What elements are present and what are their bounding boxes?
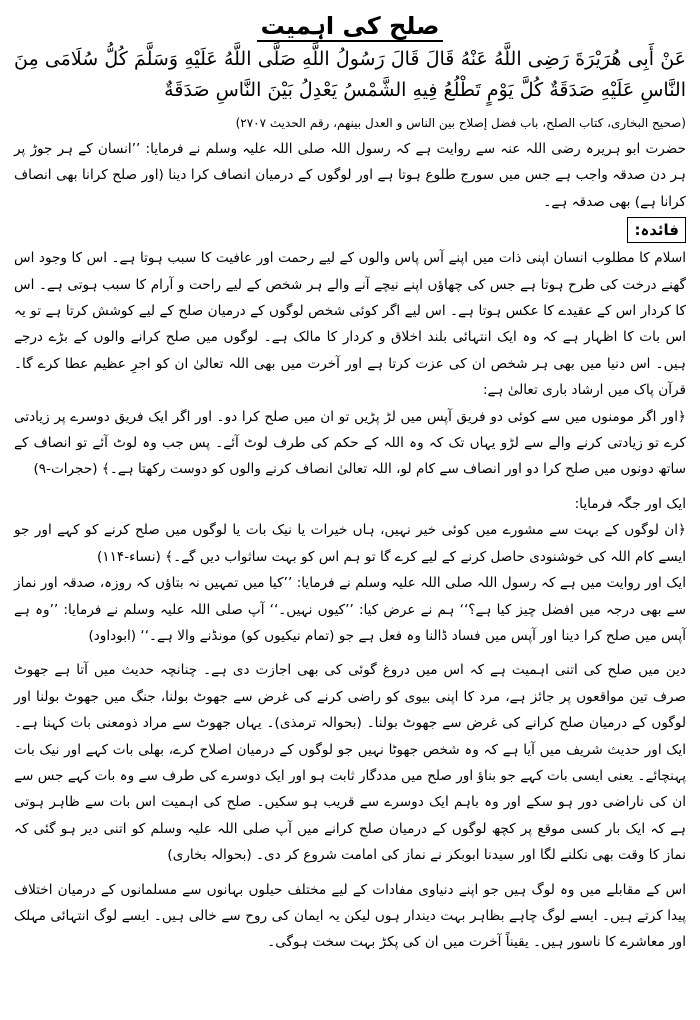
paragraph-another-place: ایک اور جگہ فرمایا: xyxy=(574,495,686,512)
paragraph-quran-nisa: ﴿ان لوگوں کے بہت سے مشورے میں کوئی خیر نہیں، ہاں خیرات یا نیک بات یا لوگوں میں صلح کرنے کو کہے اور جو ایسے کام اللہ کی خوشنودی حاصل کرنے کے لیے کرے گا تو ہم اس کو بہت ساثواب دیں گے۔﴾ (نساء-۱۱۴) xyxy=(14,522,686,565)
spacer xyxy=(14,649,686,657)
spacer xyxy=(14,483,686,491)
paragraph-hadith-abudawud: ایک اور روایت میں ہے کہ رسول اللہ صلی اللہ علیہ وسلم نے فرمایا: ’’کیا میں تمہیں نہ بتاؤں کہ روزہ، صدقہ اور نماز سے بھی درجہ میں افضل چیز کیا ہے؟‘‘ ہم نے عرض کیا: ’’کیوں نہیں۔‘‘ آپ صلی اللہ علیہ وسلم نے فرمایا: ’’وہ ہے آپس میں صلح کرا دینا اور آپس میں فساد ڈالنا وہ فعل ہے جو (تمام نیکیوں کو) مونڈنے والا ہے۔‘‘ (ابوداود) xyxy=(14,575,686,644)
hadith-reference: (صحیح البخاری، کتاب الصلح، باب فضل إصلاح بین الناس و العدل بینھم، رقم الحدیث ۲۷۰۷) xyxy=(235,116,686,130)
hadith-arabic-text: عَنْ أَبِی هُرَیْرَةَ رَضِی اللَّهُ عَنْهُ قَالَ قَالَ رَسُولُ اللَّهِ صَلَّى اللَّهُ عَلَیْهِ وَسَلَّمَ كُلُّ سُلَامَى مِنَ النَّاسِ عَلَیْهِ صَدَقَةٌ كُلَّ یَوْمٍ تَطْلُعُ فِیهِ الشَّمْسُ یَعْدِلُ بَیْنَ النَّاسِ صَدَقَةٌ xyxy=(14,48,686,101)
page-title-text: صلح کی اہمیت xyxy=(257,12,444,42)
paragraph-quran-hujurat: ﴿اور اگر مومنوں میں سے کوئی دو فریق آپس میں لڑ پڑیں تو ان میں صلح کرا دو۔ اور اگر ایک فریق دوسرے پر زیادتی کرے تو زیادتی کرنے والے سے لڑو یہاں تک کہ وہ اللہ کے حکم کی طرف لوٹ آئے۔ پس جب وہ لوٹ آئے تو انصاف کے ساتھ دونوں میں صلح کرا دو اور انصاف سے کام لو، اللہ تعالیٰ انصاف کرنے والوں کو دوست رکھتا ہے۔﴾ (حجرات-۹) xyxy=(14,408,686,478)
paragraph-conclusion: اس کے مقابلے میں وہ لوگ ہیں جو اپنے دنیاوی مفادات کے لیے مختلف حیلوں بہانوں سے مسلمانوں کے درمیان اختلاف پیدا کرتے ہیں۔ ایسے لوگ چاہے بظاہر بہت دیندار ہوں لیکن یہ ایمان کی روح سے خالی ہیں۔ ایسے لوگ انتہائی مہلک اور معاشرے کا ناسور ہیں۔ یقیناً آخرت میں ان کی پکڑ بہت سخت ہوگی۔ xyxy=(14,881,686,951)
page-title xyxy=(14,10,686,44)
paragraph-intro: اسلام کا مطلوب انسان اپنی ذات میں اپنے آس پاس والوں کے لیے رحمت اور عافیت کا سبب ہوتا ہے۔ اس کا وجود اس گھنے درخت کی طرح ہوتا ہے جس کی چھاؤں اپنے نیچے آنے والے ہر شخص کے لیے راحت و آرام کا سبب ہوتی ہے۔ اس کا کردار اس کے عقیدے کا عکس ہوتا ہے۔ اس لیے اگر کوئی شخص لوگوں کے درمیان صلح کے لیے کوشش کرتا ہے تو یہ اس بات کا اظہار ہے کہ وہ ایک انتہائی بلند اخلاق و کردار کا مالک ہے۔ لوگوں میں صلح کرانے والوں کے بڑے درجے ہیں۔ اس دنیا میں بھی ہر شخص ان کی عزت کرتا ہے اور آخرت میں بھی اللہ تعالیٰ ان کو اجرِ عظیم عطا کرے گا۔ قرآن پاک میں ارشاد باری تعالیٰ ہے: xyxy=(14,250,686,399)
spacer xyxy=(14,869,686,877)
section-heading: فائدہ: xyxy=(627,217,686,243)
paragraph-lying-permission: دین میں صلح کی اتنی اہمیت ہے کہ اس میں دروغ گوئی کی بھی اجازت دی ہے۔ چنانچہ حدیث میں آتا ہے جھوٹ صرف تین مواقعوں پر جائز ہے، مرد کا اپنی بیوی کو راضی کرنے کی غرض سے جھوٹ بولنا، جنگ میں جھوٹ بولنا اور لوگوں کے درمیان صلح کرانے کی غرض سے جھوٹ بولنا۔ (بحوالہ ترمذی)۔ یہاں جھوٹ سے مراد ذومعنی بات کہنا ہے۔ ایک اور حدیث شریف میں آیا ہے کہ وہ شخص جھوٹا نہیں جو لوگوں کے درمیان اصلاح کرے، بھلی بات کہے اور نیک بات پہنچائے۔ یعنی ایسی بات کہے جو بناؤ اور صلح میں مددگار ثابت ہو اور ایک دوسرے کی طرف سے وہ بات کہے جس سے ان کی ناراضی دور ہو سکے اور وہ باہم ایک دوسرے سے قریب ہو سکیں۔ صلح کی اہمیت اس بات سے ظاہر ہوتی ہے کہ ایک بار کسی موقع پر کچھ لوگوں کے درمیان صلح کرانے میں آپ صلی اللہ علیہ وسلم کو اتنی دیر ہو گئی کہ نماز کا وقت بھی نکلنے لگا اور سیدنا ابوبکر نے نماز کی امامت شروع کر دی۔ (بحوالہ بخاری) xyxy=(14,662,686,864)
hadith-translation: حضرت ابو ہریرہ رضی اللہ عنہ سے روایت ہے کہ رسول اللہ صلی اللہ علیہ وسلم نے فرمایا: ’’انسان کے ہر جوڑ پر ہر دن صدقہ واجب ہے جس میں سورج طلوع ہوتا ہے اور لوگوں کے درمیان انصاف کرا دینا (اور صلح کرانا بھی انصاف کرانا ہے) بھی صدقہ ہے۔ xyxy=(14,141,686,210)
